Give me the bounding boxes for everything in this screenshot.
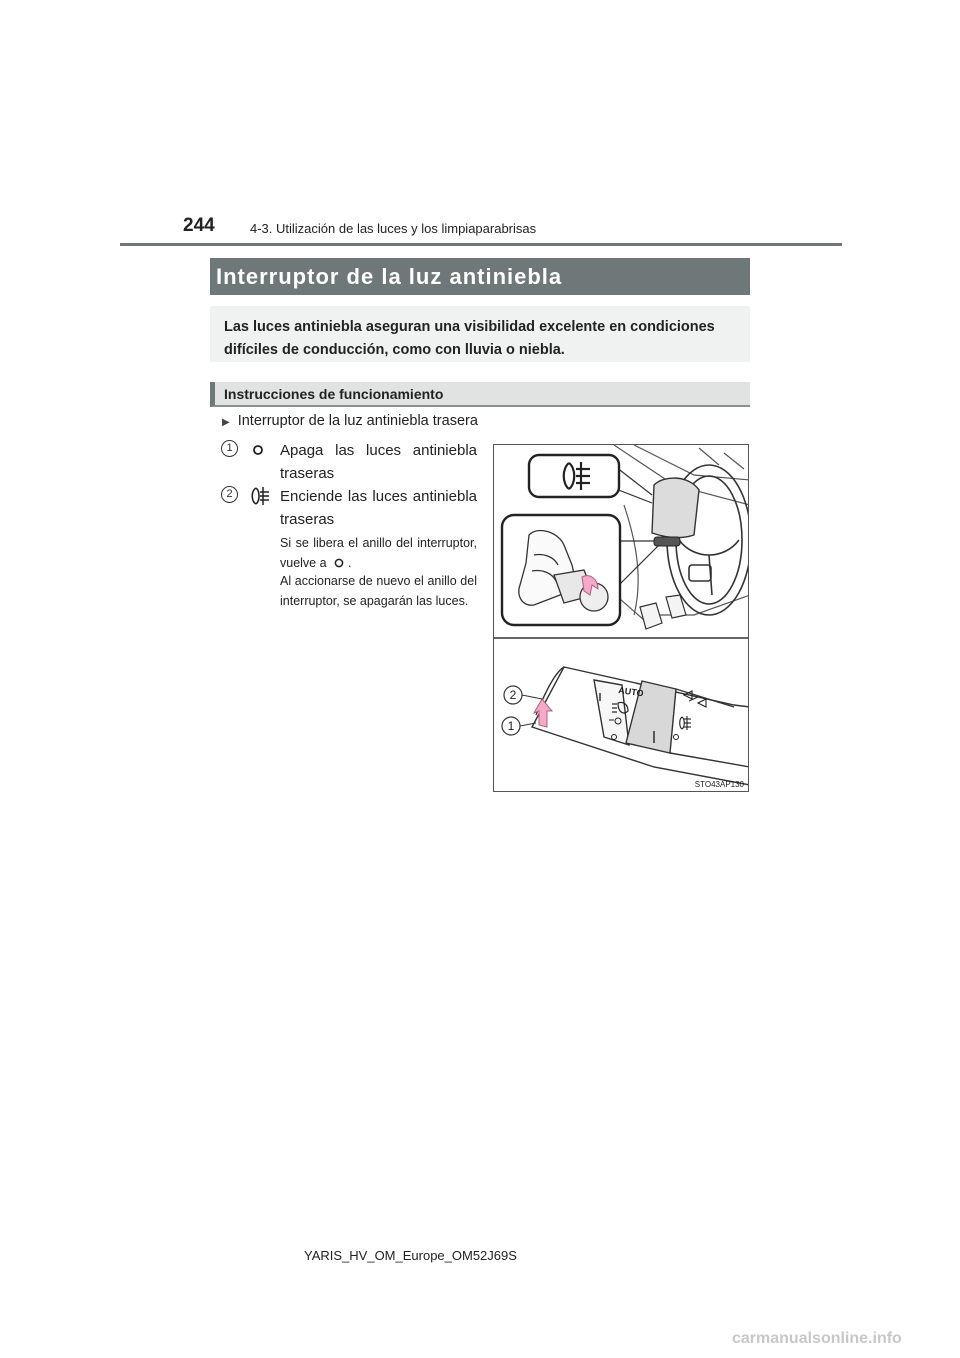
item-text-1: Apaga las luces antiniebla traseras [280,442,477,482]
note-again: Al accionarse de nuevo el anillo del interruptor, se apagarán las luces. [280,574,477,608]
meter-cluster [652,478,699,538]
fog-light-switch-figure [493,444,749,792]
footer-doc-code: YARIS_HV_OM_Europe_OM52J69S [304,1248,517,1263]
section-title: Interruptor de la luz antiniebla [210,258,750,295]
figure-code: STO43AP130 [694,780,744,789]
lever-stalk [654,537,680,546]
item-number-2: 2 [221,486,238,503]
page-number: 244 [183,215,215,236]
auto-label: AUTO [617,685,645,699]
bullet-item [222,413,478,429]
item-text-2: Enciende las luces antiniebla traseras [280,488,477,528]
figure-callout-2: 2 [509,688,517,702]
figure-callout-1: 1 [507,719,515,733]
note-release [280,534,477,573]
header-rule [120,243,842,246]
note-release-period: . [348,555,352,570]
intro-box: Las luces antiniebla aseguran una visibilidad excelente en condiciones difíciles de conducción, como con lluvia o niebla. [210,306,750,362]
rear-fog-icon [247,485,271,507]
pedals [640,595,686,629]
fog-off-icon [249,439,273,461]
subheading: Instrucciones de funcionamiento [210,382,750,407]
fog-off-icon [332,556,346,570]
watermark[interactable]: carmanualsonline.info [732,1330,902,1347]
chapter-title: 4-3. Utilización de las luces y los limpiaparabrisas [250,221,537,236]
item-number-1: 1 [221,440,238,457]
note-release-text: Si se libera el anillo del interruptor, vuelve a [280,536,477,570]
bullet-text: Interruptor de la luz antiniebla trasera [237,413,478,429]
lever-closeup [532,667,749,785]
figure-illustration [494,445,749,792]
triangle-bullet-icon: ▶ [222,417,230,428]
